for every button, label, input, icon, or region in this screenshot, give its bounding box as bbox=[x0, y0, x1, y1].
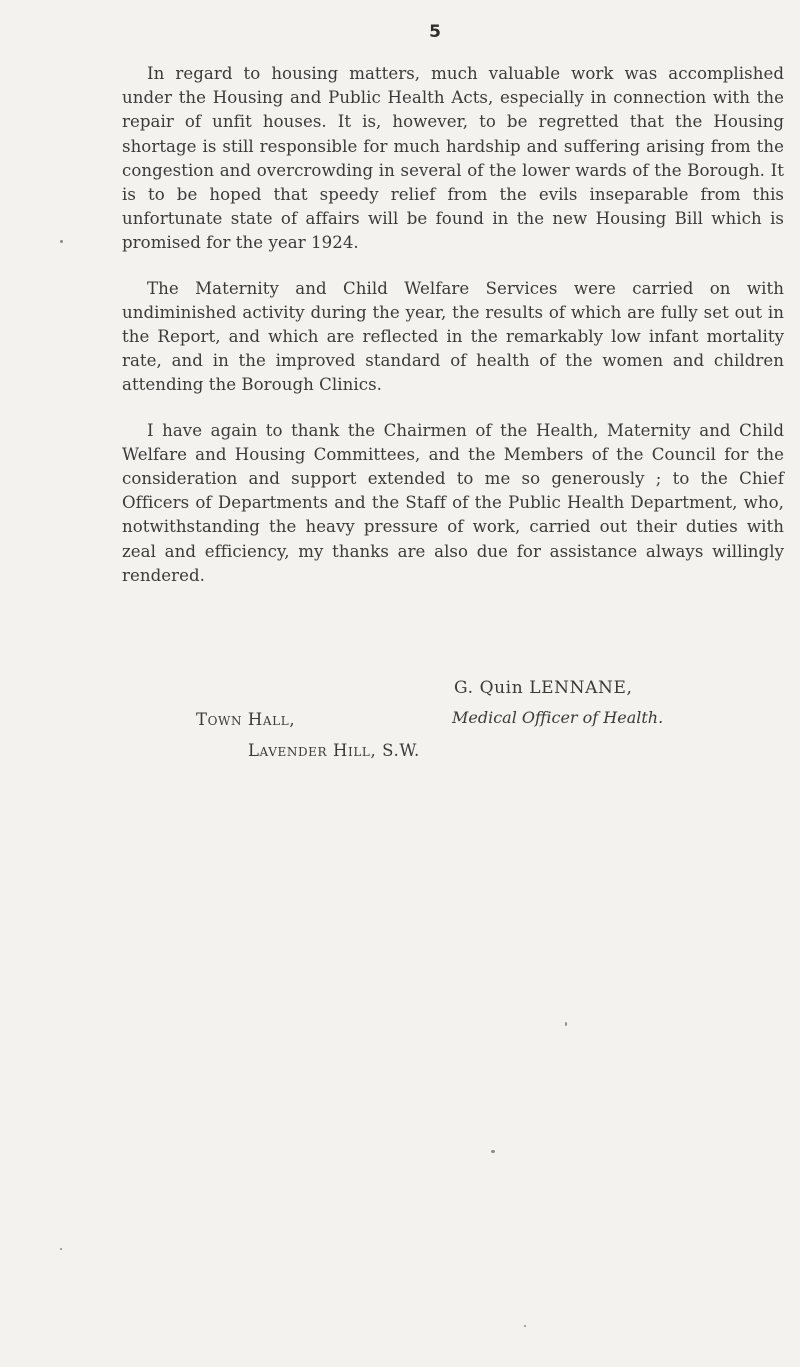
signatory-name: G. Quin LENNANE, bbox=[454, 678, 633, 698]
paragraph-housing: In regard to housing matters, much valuable work was accomplished under the Housing and Public Health Acts, especially in connection with the repair of unfit houses. It is, however, to be regretted that the Housing shortage is still responsible for much hardship and suffering arising from the congestion and overcrowding in several of the lower wards of the Borough. It is to be hoped that speedy relief from the evils inseparable from this unfortunate state of affairs will be found in the new Housing Bill which is promised for the year 1924. bbox=[122, 64, 784, 253]
address-line-2: Lavender Hill, S.W. bbox=[248, 741, 420, 760]
paragraph-thanks: I have again to thank the Chairmen of the Health, Maternity and Child Welfare and Housing Committees, and the Members of the Council for the consideration and support extended to me so generously ; to the Chief Officers of Departments and the Staff of the Public Health Department, who, notwithstanding the heavy pressure of work, carried out their duties with zeal and efficiency, my thanks are also due for assistance always willingly rendered. bbox=[122, 420, 784, 585]
paragraph-maternity: The Maternity and Child Welfare Services were carried on with undiminished activity during the year, the results of which are fully set out in the Report, and which are reflected in the remarkably low infant mortality rate, and in the improved standard of health of the women and children attending the Borough Clinics. bbox=[122, 278, 784, 395]
signatory-title: Medical Officer of Health. bbox=[452, 708, 664, 727]
paper-speck bbox=[491, 1150, 495, 1153]
page-number: 5 bbox=[429, 22, 441, 42]
paper-speck bbox=[565, 1022, 567, 1026]
report-body bbox=[122, 62, 784, 609]
paper-speck bbox=[60, 1248, 62, 1250]
paper-speck bbox=[60, 240, 63, 243]
paper-speck bbox=[524, 1325, 526, 1327]
address-line-1: Town Hall, bbox=[196, 710, 296, 729]
